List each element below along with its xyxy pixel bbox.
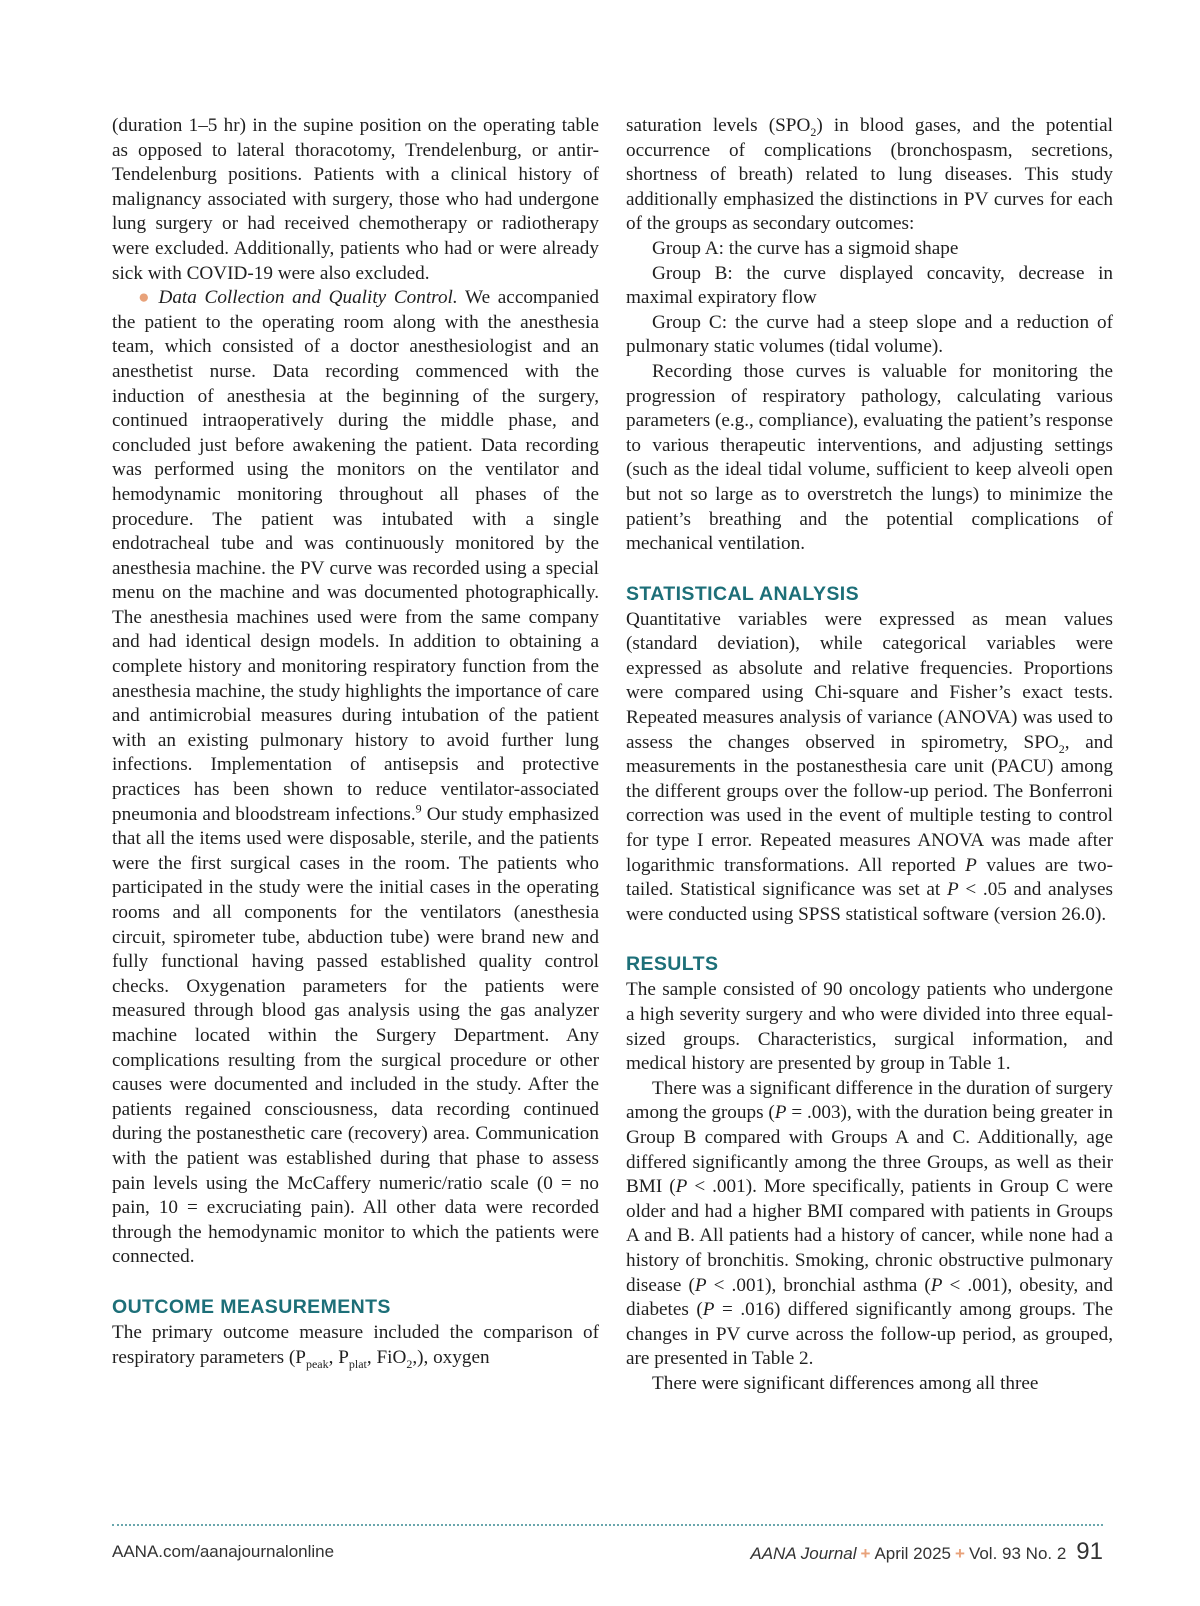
- paragraph: There were significant differences among all three: [652, 1372, 1039, 1394]
- page-number: 91: [1076, 1538, 1103, 1565]
- reference-marker: 9: [415, 801, 422, 816]
- paragraph: [112, 1321, 599, 1370]
- page-footer: [112, 1538, 1103, 1568]
- paragraph: [626, 608, 1113, 928]
- group-item: Group B: the curve displayed concavity, decrease in maximal expiratory flow: [626, 262, 1113, 309]
- italic-p: P: [946, 879, 959, 901]
- paragraph: (duration 1–5 hr) in the supine position on the operating table as opposed to lateral thoracotomy, Trendelenburg, or antir-Tendelenburg positions. Patients with a clinical history of malignancy associated with surgery, those who had undergone lung surgery or had received chemotherapy or radiotherapy were excluded. Additionally, patients who had or were already sick with COVID-19 were also excluded.: [112, 115, 599, 284]
- text: The primary outcome measure included the comparison of respiratory parameters (P: [112, 1321, 599, 1368]
- text: < .001), obesity, and diabetes (: [626, 1274, 1113, 1321]
- left-column: [112, 114, 599, 1370]
- italic-p: P: [774, 1102, 787, 1124]
- footer-divider: [112, 1524, 1103, 1526]
- italic-p: P: [702, 1299, 715, 1321]
- italic-p: P: [930, 1274, 943, 1296]
- journal-name: AANA Journal: [750, 1544, 857, 1563]
- paragraph: [112, 286, 599, 1270]
- subscript: 2: [1058, 741, 1065, 756]
- text: ,), oxygen: [412, 1346, 490, 1368]
- run-in-heading: Data Collection and Quality Control.: [158, 287, 458, 309]
- subscript: plat: [348, 1356, 367, 1371]
- text: saturation levels (SPO: [626, 115, 811, 136]
- issue-date: April 2025: [874, 1544, 952, 1563]
- text: There was a significant difference in the duration of surgery among the groups (: [626, 1077, 1113, 1124]
- text: < .001), bronchial asthma (: [706, 1274, 931, 1296]
- paragraph: [626, 114, 1113, 237]
- bullet-icon: ●: [138, 287, 153, 309]
- paragraph: [626, 1077, 1113, 1372]
- right-column: [626, 114, 1113, 1397]
- text: , P: [328, 1346, 349, 1368]
- footer-citation: [750, 1538, 1103, 1566]
- italic-p: P: [965, 854, 977, 876]
- group-item: Group C: the curve had a steep slope and a reduction of pulmonary static volumes (tidal volume).: [626, 311, 1113, 358]
- text: < .001). More specifically, patients in Group C were older and had a higher BMI compared with patients in Groups A and B. All patients had a history of cancer, while none had a history of bronchitis. Smoking, chronic obstructive pulmonary disease (: [626, 1176, 1114, 1296]
- section-heading: STATISTICAL ANALYSIS: [626, 582, 859, 605]
- text: = .016) differed significantly among groups. The changes in PV curve across the follow-up period, as grouped, are presented in Table 2.: [626, 1299, 1113, 1370]
- text: Our study emphasized that all the items used were disposable, sterile, and the patients were the first surgical cases in the room. The patients who participated in the study were the initial cases in the operating rooms and all components for the ventilators (anesthesia circuit, spirometer tube, abduction tube) were brand new and fully functional having passed established quality control checks. Oxygenation parameters for the patients were measured through blood gas analysis using the gas analyzer machine located within the Surgery Department. Any complications resulting from the surgical procedure or other causes were documented and included in the study. After the patients regained consciousness, data recording continued during the postanesthetic care (recovery) area. Communication with the patient was established during that phase to assess pain levels using the McCaffery numeric/ratio scale (0 = no pain, 10 = excruciating pain). All other data were recorded through the hemodynamic monitor to which the patients were connected.: [112, 803, 599, 1268]
- section-heading: OUTCOME MEASUREMENTS: [112, 1295, 391, 1318]
- section-heading: RESULTS: [626, 953, 719, 976]
- plus-icon: +: [955, 1544, 965, 1563]
- group-item: Group A: the curve has a sigmoid shape: [652, 237, 959, 259]
- paragraph: Recording those curves is valuable for monitoring the progression of respiratory pathology, calculating various parameters (e.g., compliance), evaluating the patient’s response to various therapeutic interventions, and adjusting settings (such as the ideal tidal volume, sufficient to keep alveoli open but not so large as to overstretch the lungs) to minimize the patient’s breathing and the potential complications of mechanical ventilation.: [626, 360, 1113, 555]
- italic-p: P: [675, 1176, 688, 1198]
- subscript: 2: [810, 124, 817, 139]
- text: ) in blood gases, and the potential occurrence of complications (bronchospasm, secretions, shortness of breath) related to lung diseases. This study additionally emphasized the distinctions in PV curves for each of the groups as secondary outcomes:: [626, 115, 1113, 235]
- plus-icon: +: [860, 1544, 871, 1563]
- subscript: 2: [406, 1356, 413, 1371]
- text: Quantitative variables were expressed as mean values (standard deviation), while categorical variables were expressed as absolute and relative frequencies. Proportions were compared using Chi-square and Fisher’s exact tests. Repeated measures analysis of variance (ANOVA) was used to assess the changes observed in spirometry, SPO: [626, 608, 1113, 753]
- journal-url-link[interactable]: AANA.com/aanajournalonline: [112, 1542, 335, 1561]
- text: = .003), with the duration being greater in Group B compared with Groups A and C. Additionally, age differed significantly among the three Groups, as well as their BMI (: [626, 1102, 1113, 1198]
- text: , FiO: [366, 1346, 407, 1368]
- text: < .05 and analyses were conducted using SPSS statistical software (version 26.0).: [626, 879, 1113, 925]
- volume-issue: Vol. 93 No. 2: [968, 1544, 1067, 1563]
- text: , and measurements in the postanesthesia care unit (PACU) among the different groups over the follow-up period. The Bonferroni correction was used in the event of multiple testing to control for type I error. Repeated measures ANOVA was made after logarithmic transformations. All reported: [626, 731, 1113, 876]
- text: We accompanied the patient to the operating room along with the anesthesia team, which consisted of a doctor anesthesiologist and an anesthetist nurse. Data recording commenced with the induction of anesthesia at the beginning of the surgery, continued intraoperatively during the middle phase, and concluded just before awakening the patient. Data recording was performed using the monitors on the ventilator and hemodynamic monitoring throughout all phases of the procedure. The patient was intubated with a single endotracheal tube and was continuously monitored by the anesthesia machine. the PV curve was recorded using a special menu on the machine and was documented photographically. The anesthesia machines used were from the same company and had identical design models. In addition to obtaining a complete history and monitoring respiratory function from the anesthesia machine, the study highlights the importance of care and antimicrobial measures during intubation of the patient with an existing pulmonary history to avoid further lung infections. Implementation of antisepsis and protective practices has been shown to reduce ventilator-associated pneumonia and bloodstream infections.: [112, 287, 599, 825]
- paragraph: The sample consisted of 90 oncology patients who undergone a high severity surgery and who were divided into three equal-sized groups. Characteristics, surgical information, and medical history are presented by group in Table 1.: [626, 979, 1113, 1075]
- italic-p: P: [694, 1274, 707, 1296]
- subscript: peak: [305, 1356, 329, 1371]
- text: values are two-tailed. Statistical significance was set at: [626, 854, 1113, 901]
